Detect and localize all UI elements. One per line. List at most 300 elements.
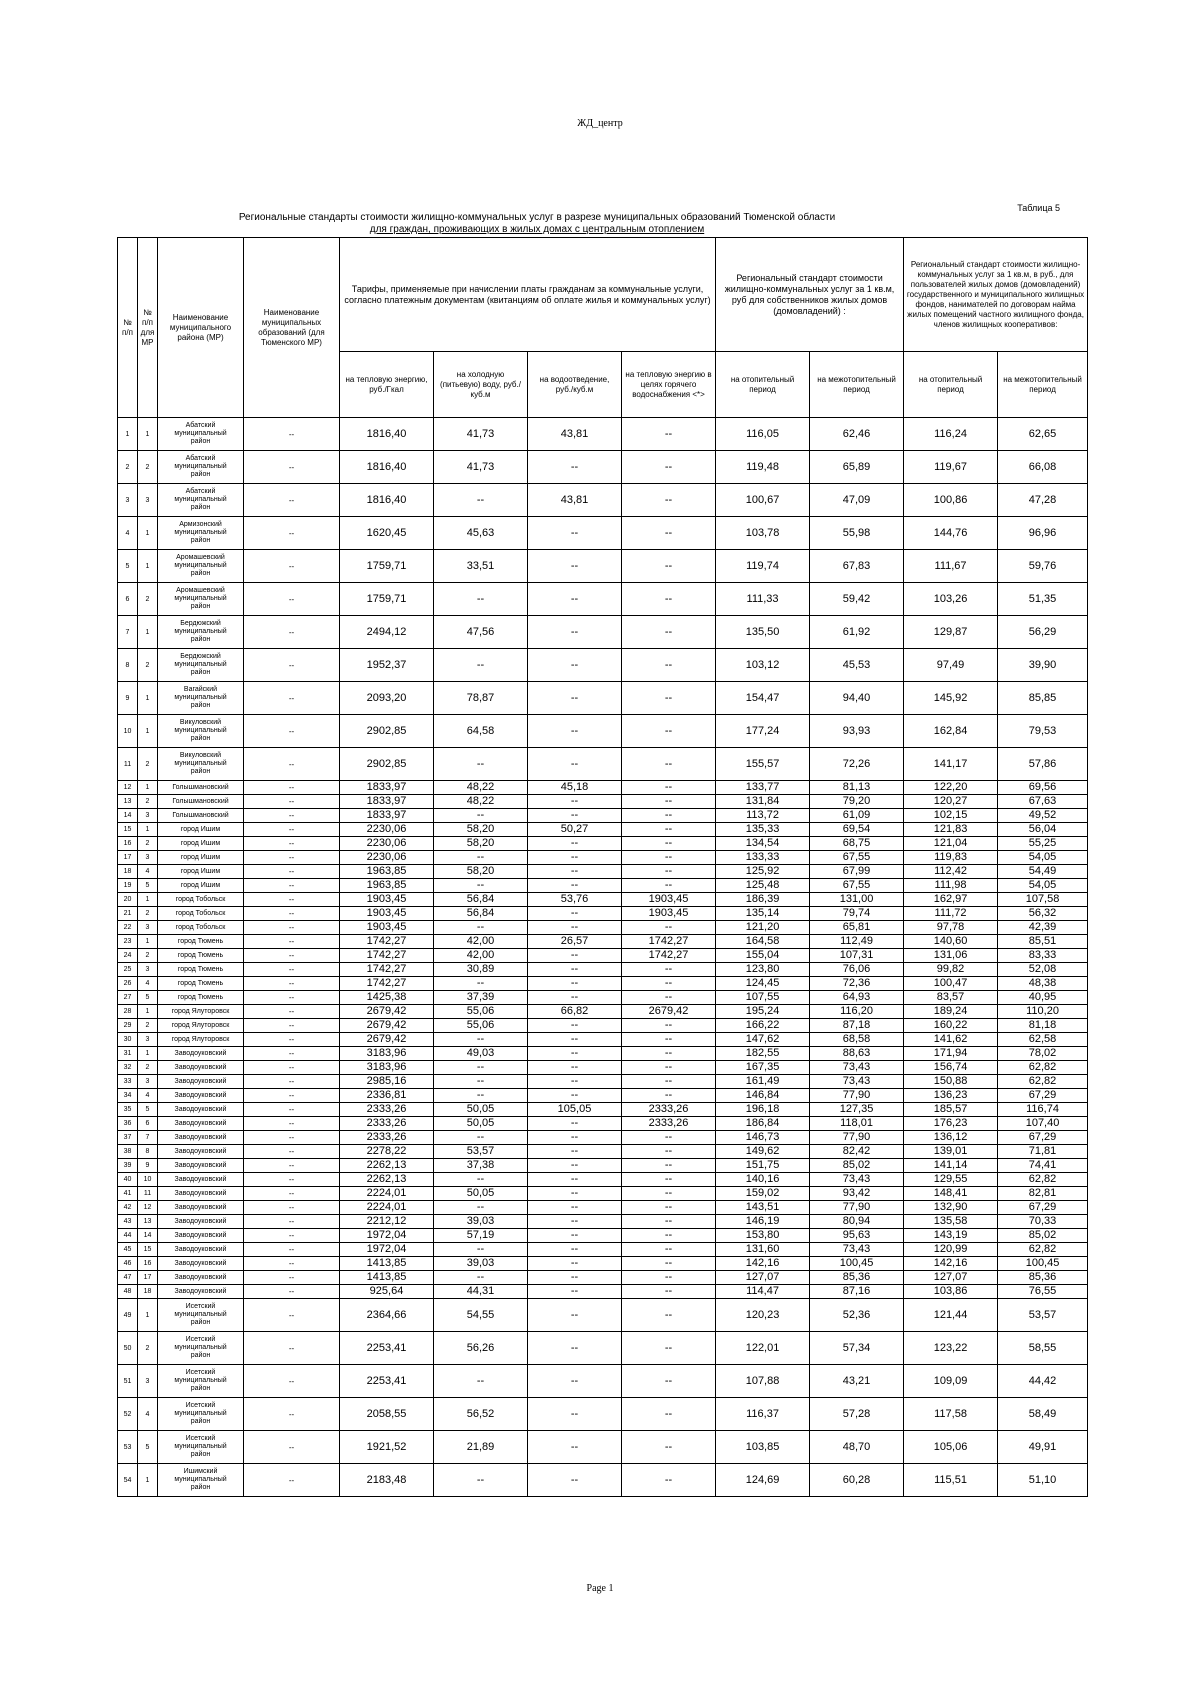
cell-users-inter: 62,82 — [998, 1061, 1088, 1075]
cell-row-number: 33 — [118, 1075, 138, 1089]
district-name-line: Аромашевский — [176, 587, 225, 594]
cell-hot-water-heat: -- — [622, 851, 716, 865]
cell-users-heating: 83,57 — [904, 991, 998, 1005]
cell-district-row-number: 18 — [138, 1285, 158, 1299]
cell-users-heating: 127,07 — [904, 1271, 998, 1285]
cell-heat-energy: 1903,45 — [340, 893, 434, 907]
cell-district-name — [158, 963, 244, 977]
cell-users-heating: 144,76 — [904, 517, 998, 550]
cell-owners-heating: 114,47 — [716, 1285, 810, 1299]
cell-owners-heating: 146,73 — [716, 1131, 810, 1145]
cell-owners-inter: 93,42 — [810, 1187, 904, 1201]
cell-district-name — [158, 550, 244, 583]
cell-cold-water: 42,00 — [434, 935, 528, 949]
district-name-line: муниципальный — [174, 496, 227, 503]
cell-row-number: 4 — [118, 517, 138, 550]
cell-heat-energy: 2262,13 — [340, 1173, 434, 1187]
cell-row-number: 50 — [118, 1332, 138, 1365]
cell-district-row-number: 3 — [138, 963, 158, 977]
cell-owners-inter: 107,31 — [810, 949, 904, 963]
district-name-line: город Тюмень — [177, 966, 224, 973]
district-name-line: район — [190, 669, 211, 676]
cell-heat-energy: 2212,12 — [340, 1215, 434, 1229]
cell-users-inter: 53,57 — [998, 1299, 1088, 1332]
cell-hot-water-heat: 1903,45 — [622, 893, 716, 907]
cell-heat-energy: 1759,71 — [340, 550, 434, 583]
district-name-line: Аромашевский — [176, 554, 225, 561]
header-drainage: на водоотведение, руб./куб.м — [528, 352, 622, 418]
cell-owners-inter: 67,55 — [810, 879, 904, 893]
district-name-line: Вагайский — [183, 686, 218, 693]
district-name-line: муниципальный — [174, 760, 227, 767]
cell-owners-inter: 59,42 — [810, 583, 904, 616]
cell-row-number: 25 — [118, 963, 138, 977]
cell-cold-water: 54,55 — [434, 1299, 528, 1332]
cell-district-row-number: 2 — [138, 649, 158, 682]
cell-owners-inter: 57,28 — [810, 1398, 904, 1431]
cell-heat-energy: 1833,97 — [340, 795, 434, 809]
cell-owners-heating: 111,33 — [716, 583, 810, 616]
cell-users-heating: 136,12 — [904, 1131, 998, 1145]
cell-row-number: 22 — [118, 921, 138, 935]
cell-district-name — [158, 1005, 244, 1019]
cell-cold-water: 47,56 — [434, 616, 528, 649]
cell-hot-water-heat: -- — [622, 921, 716, 935]
cell-municipality-name: -- — [244, 1117, 340, 1131]
table-row — [118, 1173, 1088, 1187]
cell-owners-inter: 57,34 — [810, 1332, 904, 1365]
cell-drainage: 50,27 — [528, 823, 622, 837]
table-row — [118, 1075, 1088, 1089]
cell-heat-energy: 2093,20 — [340, 682, 434, 715]
cell-district-row-number: 2 — [138, 1332, 158, 1365]
page-footer: Page 1 — [586, 1583, 614, 1594]
district-name-line: район — [190, 1385, 211, 1392]
district-name-line: муниципальный — [174, 694, 227, 701]
cell-row-number: 6 — [118, 583, 138, 616]
cell-municipality-name: -- — [244, 991, 340, 1005]
cell-owners-inter: 95,63 — [810, 1229, 904, 1243]
title-line-1: Региональные стандарты стоимости жилищно-коммунальных услуг в разрезе муниципальных образований Тюменской области — [238, 212, 836, 223]
cell-heat-energy: 1963,85 — [340, 879, 434, 893]
cell-municipality-name: -- — [244, 517, 340, 550]
cell-municipality-name: -- — [244, 1075, 340, 1089]
cell-hot-water-heat: -- — [622, 418, 716, 451]
cell-district-name — [158, 1464, 244, 1497]
cell-district-name — [158, 649, 244, 682]
cell-drainage: -- — [528, 1159, 622, 1173]
cell-owners-heating: 124,69 — [716, 1464, 810, 1497]
cell-drainage: -- — [528, 649, 622, 682]
table-row — [118, 1299, 1088, 1332]
cell-drainage: -- — [528, 1047, 622, 1061]
cell-district-name — [158, 809, 244, 823]
cell-users-inter: 67,29 — [998, 1131, 1088, 1145]
cell-district-name — [158, 517, 244, 550]
cell-owners-heating: 161,49 — [716, 1075, 810, 1089]
table-row — [118, 1159, 1088, 1173]
header-users-heating-period: на отопительный период — [904, 352, 998, 418]
cell-users-inter: 85,02 — [998, 1229, 1088, 1243]
cell-row-number: 11 — [118, 748, 138, 781]
cell-district-row-number: 12 — [138, 1201, 158, 1215]
district-name-line: Заводоуковский — [174, 1078, 227, 1085]
cell-users-inter: 71,81 — [998, 1145, 1088, 1159]
cell-district-name — [158, 1229, 244, 1243]
cell-users-inter: 81,18 — [998, 1019, 1088, 1033]
cell-heat-energy: 2333,26 — [340, 1103, 434, 1117]
table-row — [118, 809, 1088, 823]
cell-municipality-name: -- — [244, 1215, 340, 1229]
table-row — [118, 1431, 1088, 1464]
table-row — [118, 1047, 1088, 1061]
cell-owners-heating: 164,58 — [716, 935, 810, 949]
cell-municipality-name: -- — [244, 1285, 340, 1299]
header-group-tariffs: Тарифы, применяемые при начислении платы гражданам за коммунальные услуги, согласно платежным документам (квитанциям об оплате жилья и коммунальных услуг) — [340, 238, 716, 352]
cell-users-inter: 74,41 — [998, 1159, 1088, 1173]
cell-municipality-name: -- — [244, 1464, 340, 1497]
cell-heat-energy: 2224,01 — [340, 1187, 434, 1201]
cell-district-row-number: 1 — [138, 1299, 158, 1332]
cell-owners-inter: 77,90 — [810, 1201, 904, 1215]
district-name-line: муниципальный — [174, 628, 227, 635]
cell-heat-energy: 2278,22 — [340, 1145, 434, 1159]
cell-district-row-number: 1 — [138, 550, 158, 583]
cell-drainage: -- — [528, 879, 622, 893]
cell-users-inter: 70,33 — [998, 1215, 1088, 1229]
table-row — [118, 1243, 1088, 1257]
district-name-line: город Ялуторовск — [171, 1022, 230, 1029]
cell-district-row-number: 1 — [138, 1047, 158, 1061]
cell-hot-water-heat: -- — [622, 649, 716, 682]
table-row — [118, 1464, 1088, 1497]
cell-district-row-number: 1 — [138, 781, 158, 795]
cell-district-name — [158, 977, 244, 991]
cell-heat-energy: 1952,37 — [340, 649, 434, 682]
cell-cold-water: 44,31 — [434, 1285, 528, 1299]
cell-cold-water: -- — [434, 1201, 528, 1215]
district-name-line: город Тюмень — [177, 994, 224, 1001]
cell-owners-heating: 146,19 — [716, 1215, 810, 1229]
header-heat-energy: на тепловую энергию, руб./Гкал — [340, 352, 434, 418]
cell-owners-heating: 135,50 — [716, 616, 810, 649]
cell-users-heating: 100,86 — [904, 484, 998, 517]
cell-district-name — [158, 715, 244, 748]
cell-owners-heating: 147,62 — [716, 1033, 810, 1047]
cell-municipality-name: -- — [244, 1299, 340, 1332]
cell-cold-water: -- — [434, 851, 528, 865]
cell-row-number: 44 — [118, 1229, 138, 1243]
cell-users-inter: 51,35 — [998, 583, 1088, 616]
district-name-line: Бердюжский — [180, 653, 221, 660]
cell-owners-inter: 76,06 — [810, 963, 904, 977]
cell-district-name — [158, 879, 244, 893]
cell-district-name — [158, 1145, 244, 1159]
cell-users-inter: 39,90 — [998, 649, 1088, 682]
district-name-line: Голышмановский — [172, 798, 229, 805]
cell-owners-heating: 107,55 — [716, 991, 810, 1005]
cell-cold-water: 78,87 — [434, 682, 528, 715]
cell-users-inter: 59,76 — [998, 550, 1088, 583]
cell-owners-heating: 186,84 — [716, 1117, 810, 1131]
cell-district-row-number: 1 — [138, 1464, 158, 1497]
cell-district-row-number: 3 — [138, 809, 158, 823]
cell-owners-heating: 100,67 — [716, 484, 810, 517]
cell-row-number: 40 — [118, 1173, 138, 1187]
cell-municipality-name: -- — [244, 1201, 340, 1215]
cell-users-inter: 66,08 — [998, 451, 1088, 484]
cell-owners-inter: 73,43 — [810, 1243, 904, 1257]
cell-municipality-name: -- — [244, 1187, 340, 1201]
cell-heat-energy: 1972,04 — [340, 1229, 434, 1243]
header-district-row-number: № п/п для МР — [138, 238, 158, 418]
cell-municipality-name: -- — [244, 1173, 340, 1187]
cell-heat-energy: 2262,13 — [340, 1159, 434, 1173]
cell-drainage: -- — [528, 1215, 622, 1229]
cell-heat-energy: 2230,06 — [340, 823, 434, 837]
cell-cold-water: 48,22 — [434, 781, 528, 795]
cell-cold-water: 58,20 — [434, 865, 528, 879]
cell-drainage: -- — [528, 907, 622, 921]
cell-owners-inter: 93,93 — [810, 715, 904, 748]
cell-hot-water-heat: -- — [622, 1243, 716, 1257]
cell-district-name — [158, 1047, 244, 1061]
cell-hot-water-heat: -- — [622, 1201, 716, 1215]
district-name-line: район — [190, 570, 211, 577]
district-name-line: Заводоуковский — [174, 1120, 227, 1127]
cell-users-inter: 58,49 — [998, 1398, 1088, 1431]
cell-heat-energy: 1816,40 — [340, 418, 434, 451]
cell-district-name — [158, 1075, 244, 1089]
cell-users-inter: 40,95 — [998, 991, 1088, 1005]
cell-row-number: 17 — [118, 851, 138, 865]
cell-row-number: 52 — [118, 1398, 138, 1431]
cell-hot-water-heat: -- — [622, 1173, 716, 1187]
cell-district-name — [158, 1117, 244, 1131]
cell-municipality-name: -- — [244, 1145, 340, 1159]
table-row — [118, 484, 1088, 517]
cell-heat-energy: 2364,66 — [340, 1299, 434, 1332]
cell-district-row-number: 11 — [138, 1187, 158, 1201]
cell-users-inter: 85,36 — [998, 1271, 1088, 1285]
cell-users-heating: 109,09 — [904, 1365, 998, 1398]
cell-row-number: 48 — [118, 1285, 138, 1299]
cell-drainage: 43,81 — [528, 418, 622, 451]
cell-district-name — [158, 1089, 244, 1103]
cell-row-number: 47 — [118, 1271, 138, 1285]
district-name-line: Исетский — [185, 1369, 216, 1376]
cell-district-name — [158, 418, 244, 451]
cell-cold-water: 41,73 — [434, 451, 528, 484]
cell-users-heating: 160,22 — [904, 1019, 998, 1033]
cell-district-row-number: 1 — [138, 893, 158, 907]
cell-users-inter: 56,32 — [998, 907, 1088, 921]
cell-cold-water: 48,22 — [434, 795, 528, 809]
table-row — [118, 879, 1088, 893]
header-cold-water: на холодную (питьевую) воду, руб./куб.м — [434, 352, 528, 418]
cell-municipality-name: -- — [244, 879, 340, 893]
cell-district-name — [158, 1033, 244, 1047]
cell-municipality-name: -- — [244, 851, 340, 865]
district-name-line: Заводоуковский — [174, 1106, 227, 1113]
cell-users-inter: 100,45 — [998, 1257, 1088, 1271]
cell-owners-inter: 68,75 — [810, 837, 904, 851]
cell-district-row-number: 3 — [138, 484, 158, 517]
tariff-table — [117, 237, 1088, 1497]
cell-users-heating: 97,49 — [904, 649, 998, 682]
cell-hot-water-heat: -- — [622, 748, 716, 781]
cell-hot-water-heat: -- — [622, 1131, 716, 1145]
cell-users-inter: 107,40 — [998, 1117, 1088, 1131]
district-name-line: Абатский — [185, 455, 216, 462]
cell-hot-water-heat: -- — [622, 879, 716, 893]
header-owners-inter-period: на межотопительный период — [810, 352, 904, 418]
cell-drainage: -- — [528, 1229, 622, 1243]
cell-municipality-name: -- — [244, 823, 340, 837]
cell-district-row-number: 1 — [138, 715, 158, 748]
cell-users-heating: 145,92 — [904, 682, 998, 715]
cell-owners-inter: 79,20 — [810, 795, 904, 809]
cell-drainage: -- — [528, 748, 622, 781]
cell-users-heating: 185,57 — [904, 1103, 998, 1117]
cell-heat-energy: 3183,96 — [340, 1047, 434, 1061]
district-name-line: район — [190, 1352, 211, 1359]
cell-users-inter: 52,08 — [998, 963, 1088, 977]
cell-users-inter: 62,65 — [998, 418, 1088, 451]
district-name-line: Заводоуковский — [174, 1162, 227, 1169]
cell-district-row-number: 3 — [138, 1075, 158, 1089]
cell-users-inter: 47,28 — [998, 484, 1088, 517]
cell-municipality-name: -- — [244, 1243, 340, 1257]
cell-row-number: 42 — [118, 1201, 138, 1215]
cell-district-row-number: 4 — [138, 977, 158, 991]
cell-drainage: -- — [528, 1075, 622, 1089]
cell-drainage: -- — [528, 1173, 622, 1187]
header-users-inter-period: на межотопительный период — [998, 352, 1088, 418]
cell-row-number: 45 — [118, 1243, 138, 1257]
district-name-line: район — [190, 603, 211, 610]
cell-cold-water: 50,05 — [434, 1187, 528, 1201]
cell-users-heating: 102,15 — [904, 809, 998, 823]
table-row — [118, 823, 1088, 837]
cell-hot-water-heat: -- — [622, 1398, 716, 1431]
cell-row-number: 43 — [118, 1215, 138, 1229]
cell-owners-heating: 107,88 — [716, 1365, 810, 1398]
cell-hot-water-heat: -- — [622, 1033, 716, 1047]
cell-hot-water-heat: -- — [622, 517, 716, 550]
cell-users-inter: 107,58 — [998, 893, 1088, 907]
cell-hot-water-heat: -- — [622, 616, 716, 649]
cell-owners-inter: 87,16 — [810, 1285, 904, 1299]
cell-cold-water: 50,05 — [434, 1103, 528, 1117]
cell-municipality-name: -- — [244, 1005, 340, 1019]
cell-hot-water-heat: -- — [622, 1299, 716, 1332]
cell-owners-heating: 103,78 — [716, 517, 810, 550]
cell-heat-energy: 1833,97 — [340, 809, 434, 823]
district-name-line: город Тюмень — [177, 938, 224, 945]
district-name-line: город Ишим — [180, 854, 221, 861]
cell-users-inter: 85,85 — [998, 682, 1088, 715]
cell-owners-heating: 113,72 — [716, 809, 810, 823]
cell-users-inter: 56,04 — [998, 823, 1088, 837]
cell-hot-water-heat: -- — [622, 1187, 716, 1201]
cell-users-inter: 54,49 — [998, 865, 1088, 879]
district-name-line: район — [190, 1451, 211, 1458]
cell-hot-water-heat: -- — [622, 781, 716, 795]
cell-owners-inter: 72,36 — [810, 977, 904, 991]
cell-cold-water: 58,20 — [434, 823, 528, 837]
cell-owners-heating: 167,35 — [716, 1061, 810, 1075]
cell-drainage: -- — [528, 1271, 622, 1285]
cell-owners-inter: 67,55 — [810, 851, 904, 865]
cell-row-number: 3 — [118, 484, 138, 517]
cell-users-inter: 67,29 — [998, 1201, 1088, 1215]
district-name-line: город Ялуторовск — [171, 1036, 230, 1043]
table-row — [118, 748, 1088, 781]
cell-owners-heating: 166,22 — [716, 1019, 810, 1033]
cell-heat-energy: 2333,26 — [340, 1131, 434, 1145]
cell-district-row-number: 4 — [138, 1089, 158, 1103]
cell-users-heating: 119,83 — [904, 851, 998, 865]
cell-district-name — [158, 616, 244, 649]
cell-cold-water: 45,63 — [434, 517, 528, 550]
cell-users-heating: 148,41 — [904, 1187, 998, 1201]
cell-cold-water: -- — [434, 1173, 528, 1187]
cell-users-heating: 120,99 — [904, 1243, 998, 1257]
district-name-line: город Ишим — [180, 826, 221, 833]
cell-users-heating: 116,24 — [904, 418, 998, 451]
cell-row-number: 37 — [118, 1131, 138, 1145]
cell-district-row-number: 17 — [138, 1271, 158, 1285]
table-row — [118, 1215, 1088, 1229]
cell-heat-energy: 2230,06 — [340, 851, 434, 865]
cell-municipality-name: -- — [244, 921, 340, 935]
cell-users-inter: 67,63 — [998, 795, 1088, 809]
district-name-line: Абатский — [185, 422, 216, 429]
cell-drainage: 26,57 — [528, 935, 622, 949]
cell-municipality-name: -- — [244, 583, 340, 616]
cell-heat-energy: 925,64 — [340, 1285, 434, 1299]
district-name-line: город Ишим — [180, 868, 221, 875]
cell-hot-water-heat: -- — [622, 1061, 716, 1075]
cell-district-name — [158, 1271, 244, 1285]
cell-hot-water-heat: -- — [622, 823, 716, 837]
cell-municipality-name: -- — [244, 1103, 340, 1117]
cell-owners-heating: 124,45 — [716, 977, 810, 991]
cell-users-inter: 79,53 — [998, 715, 1088, 748]
table-row — [118, 1398, 1088, 1431]
cell-district-row-number: 2 — [138, 748, 158, 781]
cell-users-heating: 176,23 — [904, 1117, 998, 1131]
district-name-line: город Ялуторовск — [171, 1008, 230, 1015]
cell-users-heating: 97,78 — [904, 921, 998, 935]
cell-owners-inter: 112,49 — [810, 935, 904, 949]
cell-drainage: -- — [528, 451, 622, 484]
cell-municipality-name: -- — [244, 837, 340, 851]
cell-users-heating: 189,24 — [904, 1005, 998, 1019]
cell-district-name — [158, 1215, 244, 1229]
district-name-line: Викуловский — [179, 719, 222, 726]
district-name-line: Заводоуковский — [174, 1260, 227, 1267]
cell-row-number: 39 — [118, 1159, 138, 1173]
cell-owners-inter: 116,20 — [810, 1005, 904, 1019]
cell-owners-heating: 119,48 — [716, 451, 810, 484]
cell-users-heating: 105,06 — [904, 1431, 998, 1464]
table-row — [118, 1229, 1088, 1243]
cell-drainage: -- — [528, 1257, 622, 1271]
cell-owners-inter: 43,21 — [810, 1365, 904, 1398]
cell-cold-water: 56,52 — [434, 1398, 528, 1431]
